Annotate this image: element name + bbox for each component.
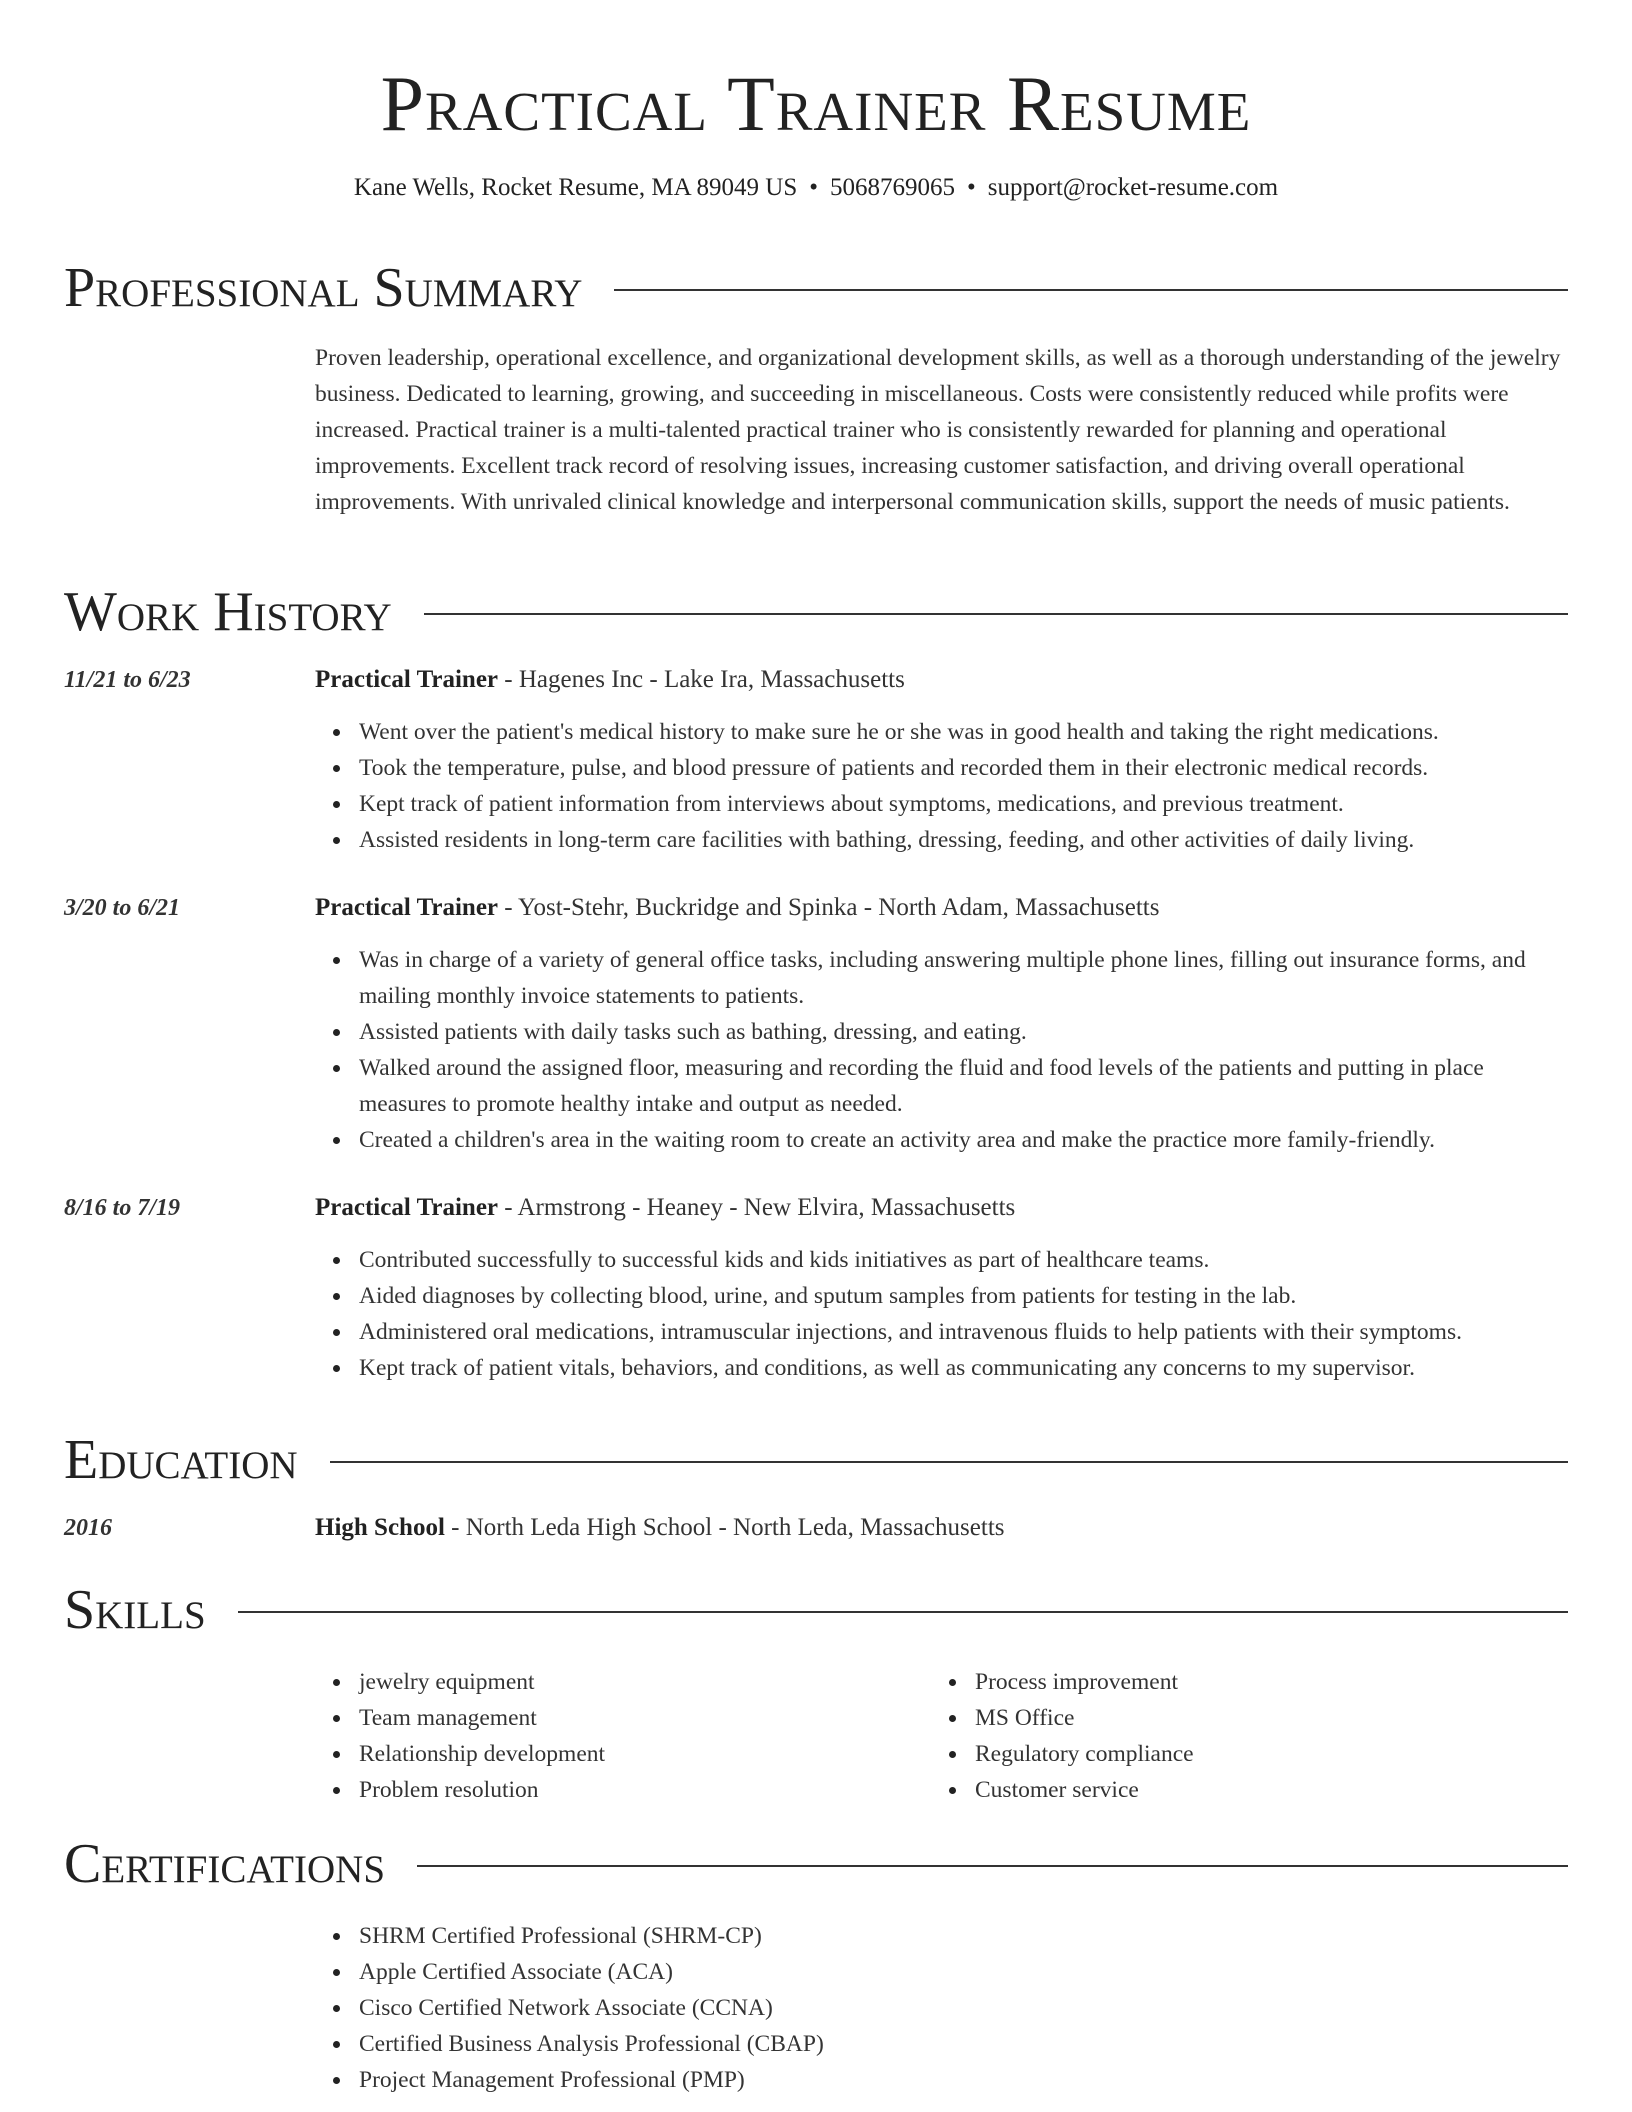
list-item: jewelry equipment	[359, 1664, 975, 1700]
list-item: Team management	[359, 1700, 975, 1736]
contact-line	[64, 172, 1568, 204]
skills-list-right	[975, 1664, 1194, 1808]
education-year: 2016	[64, 1515, 112, 1541]
job-details: - Hagenes Inc - Lake Ira, Massachusetts	[498, 666, 905, 693]
list-item: Process improvement	[975, 1664, 1194, 1700]
list-item: Regulatory compliance	[975, 1736, 1194, 1772]
section-title-work-history: Work History	[64, 581, 392, 643]
section-title-skills: Skills	[64, 1579, 206, 1641]
contact-address: Kane Wells, Rocket Resume, MA 89049 US	[353, 174, 798, 201]
job-entry	[64, 662, 1568, 858]
contact-email: support@rocket-resume.com	[987, 174, 1279, 201]
contact-separator: •	[809, 174, 819, 201]
job-entry	[64, 890, 1568, 1158]
skills-section	[64, 1578, 1568, 1808]
skills-list-left	[359, 1664, 975, 1808]
section-header	[64, 1428, 1568, 1492]
job-title: Practical Trainer	[315, 666, 499, 693]
job-dates: 11/21 to 6/23	[64, 667, 191, 693]
certifications-list	[359, 1918, 1568, 2098]
education-entry	[64, 1510, 1568, 1546]
list-item: Relationship development	[359, 1736, 975, 1772]
list-item: SHRM Certified Professional (SHRM-CP)	[359, 1918, 1568, 1954]
list-item: Problem resolution	[359, 1772, 975, 1808]
list-item: Certified Business Analysis Professional (CBAP)	[359, 2026, 1568, 2062]
work-history-section	[64, 580, 1568, 1386]
education-section	[64, 1428, 1568, 1546]
list-item: Took the temperature, pulse, and blood pressure of patients and recorded them in their electronic medical records.	[359, 750, 1568, 786]
list-item: Kept track of patient information from interviews about symptoms, medications, and previous treatment.	[359, 786, 1568, 822]
section-title-summary: Professional Summary	[64, 257, 583, 319]
list-item: Assisted patients with daily tasks such as bathing, dressing, and eating.	[359, 1014, 1568, 1050]
list-item: Created a children's area in the waiting room to create an activity area and make the practice more family-friendly.	[359, 1122, 1568, 1158]
skills-columns	[64, 1664, 1568, 1808]
job-title: Practical Trainer	[315, 1194, 499, 1221]
list-item: Assisted residents in long-term care facilities with bathing, dressing, feeding, and other activities of daily living.	[359, 822, 1568, 858]
list-item: Contributed successfully to successful kids and kids initiatives as part of healthcare teams.	[359, 1242, 1568, 1278]
job-entry	[64, 1190, 1568, 1386]
job-header-row	[64, 662, 1568, 698]
summary-section	[64, 256, 1568, 520]
job-dates: 8/16 to 7/19	[64, 1195, 181, 1221]
job-bullets	[359, 714, 1568, 858]
list-item: Project Management Professional (PMP)	[359, 2062, 1568, 2098]
contact-separator: •	[967, 174, 976, 201]
list-item: Kept track of patient vitals, behaviors, and conditions, as well as communicating any concerns to my supervisor.	[359, 1350, 1568, 1386]
summary-text: Proven leadership, operational excellence, and organizational development skills, as well as a thorough understanding of the jewelry business. Dedicated to learning, growing, and succeeding in miscellaneous. Costs were consistently reduced while profits were increased. Practical trainer is a multi-talented practical trainer who is consistently rewarded for planning and operational improvements. Excellent track record of resolving issues, increasing customer satisfaction, and driving overall operational improvements. With unrivaled clinical knowledge and interpersonal communication skills, support the needs of music patients.	[315, 345, 1561, 515]
job-header-row	[64, 1190, 1568, 1226]
list-item: MS Office	[975, 1700, 1194, 1736]
contact-phone: 5068769065	[830, 174, 956, 201]
page-title: Practical Trainer Resume	[380, 60, 1252, 147]
section-header	[64, 1832, 1568, 1896]
section-title-education: Education	[64, 1429, 298, 1491]
job-bullets	[359, 1242, 1568, 1386]
job-heading	[315, 662, 905, 698]
list-item: Was in charge of a variety of general office tasks, including answering multiple phone lines, filling out insurance forms, and mailing monthly invoice statements to patients.	[359, 942, 1568, 1014]
job-dates: 3/20 to 6/21	[64, 895, 181, 921]
job-heading	[315, 1190, 1015, 1226]
list-item: Apple Certified Associate (ACA)	[359, 1954, 1568, 1990]
section-title-certifications: Certifications	[64, 1833, 386, 1895]
job-details: - Armstrong - Heaney - New Elvira, Massachusetts	[498, 1194, 1016, 1221]
section-header	[64, 580, 1568, 644]
resume-page	[64, 0, 1568, 2093]
section-divider	[330, 1461, 1568, 1463]
section-header	[64, 1578, 1568, 1642]
job-heading	[315, 890, 1160, 926]
education-heading	[315, 1510, 1005, 1546]
list-item: Customer service	[975, 1772, 1194, 1808]
job-title: Practical Trainer	[315, 894, 499, 921]
job-bullets	[359, 942, 1568, 1158]
list-item: Walked around the assigned floor, measuring and recording the fluid and food levels of the patients and putting in place measures to promote healthy intake and output as needed.	[359, 1050, 1568, 1122]
job-details: - Yost-Stehr, Buckridge and Spinka - North Adam, Massachusetts	[498, 894, 1160, 921]
section-divider	[614, 289, 1568, 291]
list-item: Cisco Certified Network Associate (CCNA)	[359, 1990, 1568, 2026]
list-item: Administered oral medications, intramuscular injections, and intravenous fluids to help patients with their symptoms.	[359, 1314, 1568, 1350]
job-header-row	[64, 890, 1568, 926]
list-item: Aided diagnoses by collecting blood, urine, and sputum samples from patients for testing in the lab.	[359, 1278, 1568, 1314]
section-divider	[417, 1865, 1568, 1867]
section-header	[64, 256, 1568, 320]
section-divider	[238, 1611, 1568, 1613]
certifications-section	[64, 1832, 1568, 2098]
education-details: - North Leda High School - North Leda, Massachusetts	[444, 1514, 1005, 1541]
list-item: Went over the patient's medical history to make sure he or she was in good health and taking the right medications.	[359, 714, 1568, 750]
education-degree: High School	[315, 1514, 445, 1541]
section-divider	[424, 613, 1568, 615]
